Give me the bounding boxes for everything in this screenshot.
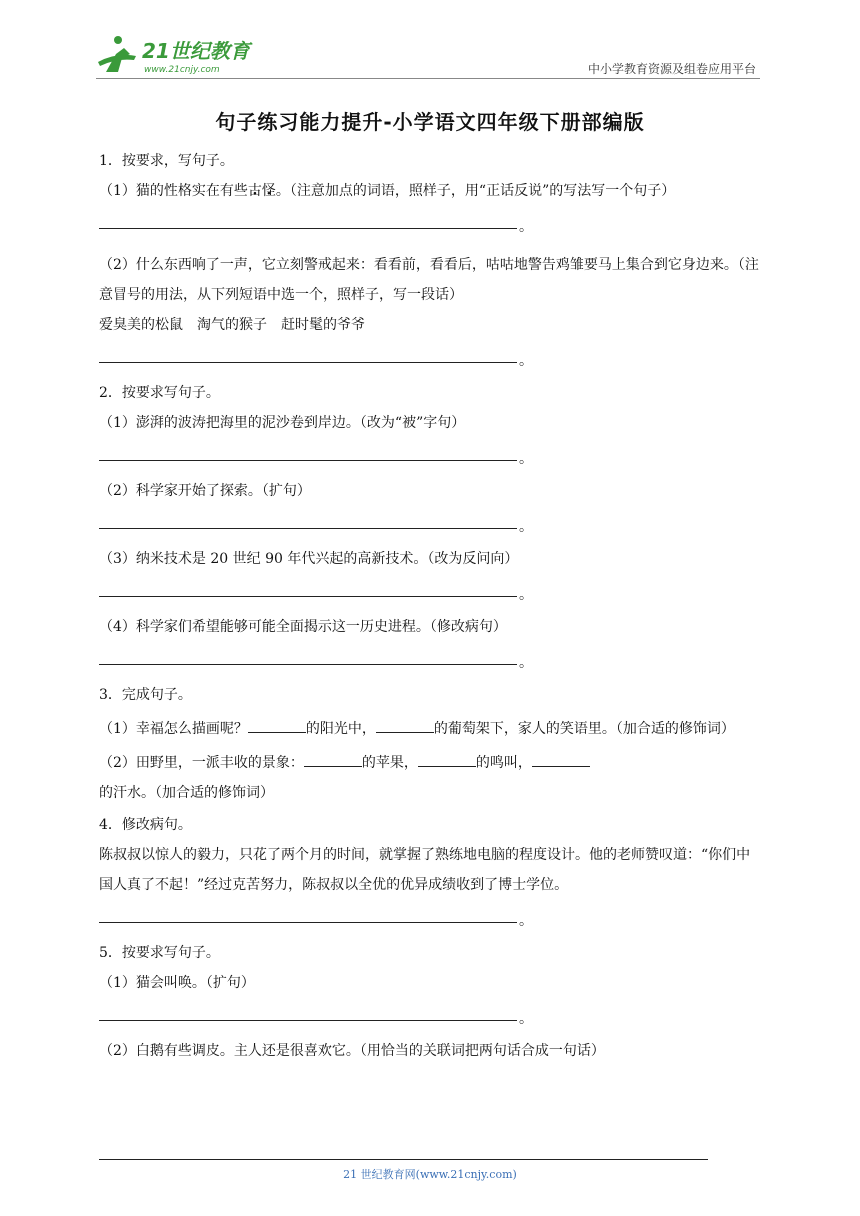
question-2-3: （3）纳米技术是 20 世纪 90 年代兴起的高新技术。（改为反问向）: [99, 551, 519, 567]
fill-blank[interactable]: [248, 718, 306, 733]
fill-blank[interactable]: [376, 718, 434, 733]
answer-line[interactable]: 。: [99, 578, 763, 612]
header-divider: [96, 78, 760, 79]
fill-blank[interactable]: [304, 752, 362, 767]
site-logo: [96, 32, 266, 78]
page-footer: 21 世纪教育网(www.21cnjy.com): [343, 1168, 517, 1181]
question-3-heading: 3．完成句子。: [99, 687, 192, 703]
fill-blank[interactable]: [418, 752, 476, 767]
worksheet-body: [99, 146, 763, 1066]
question-3-2: （2）田野里，一派丰收的景象： 的苹果， 的鸣叫，的汗水。（加合适的修饰词）: [99, 748, 763, 808]
answer-line[interactable]: 。: [99, 210, 763, 244]
phrase-choices: 爱臭美的松鼠 淘气的猴子 赶时髦的爷爷: [99, 317, 365, 333]
question-2-1: （1）澎湃的波涛把海里的泥沙卷到岸边。（改为“被”字句）: [99, 415, 466, 431]
question-4-heading: 4．修改病句。: [99, 817, 192, 833]
svg-text:21世纪教育: 21世纪教育: [142, 39, 250, 63]
question-2-4: （4）科学家们希望能够可能全面揭示这一历史进程。（修改病句）: [99, 619, 507, 635]
answer-line[interactable]: 。: [99, 1002, 763, 1036]
question-4-body: 陈叔叔以惊人的毅力，只花了两个月的时间，就掌握了熟练地电脑的程度设计。他的老师赞叹道：“你们中国人真了不起！”经过克苦努力，陈叔叔以全优的优异成绩收到了博士学位。: [99, 847, 751, 893]
footer-divider: [99, 1159, 708, 1160]
answer-line[interactable]: 。: [99, 646, 763, 680]
emphasis-dot-char: 怪 ·: [262, 183, 276, 199]
page-title: 句子练习能力提升-小学语文四年级下册部编版: [215, 110, 645, 134]
emphasis-dot-char: 古 ·: [248, 183, 262, 199]
fill-blank[interactable]: [532, 752, 590, 767]
answer-line[interactable]: 。: [99, 344, 763, 378]
answer-line[interactable]: 。: [99, 904, 763, 938]
answer-line[interactable]: 。: [99, 510, 763, 544]
question-2-2: （2）科学家开始了探索。（扩句）: [99, 483, 311, 499]
question-1-1: （1）猫的性格实在有些古 ·怪 ·。（注意加点的词语，照样子，用“正话反说”的写法写一个句子）: [99, 176, 763, 206]
page-header: [96, 32, 760, 80]
question-5-2: （2）白鹅有些调皮。主人还是很喜欢它。（用恰当的关联词把两句话合成一句话）: [99, 1043, 605, 1059]
answer-line[interactable]: 。: [99, 442, 763, 476]
platform-name: 中小学教育资源及组卷应用平台: [587, 62, 756, 76]
question-5-heading: 5．按要求写句子。: [99, 945, 220, 961]
question-2-heading: 2．按要求写句子。: [99, 385, 220, 401]
question-1-heading: 1．按要求，写句子。: [99, 153, 234, 169]
svg-text:www.21cnjy.com: www.21cnjy.com: [144, 65, 220, 75]
question-1-2: （2）什么东西响了一声，它立刻警戒起来：看看前，看看后，咕咕地警告鸡雏要马上集合到它身边来。（注意冒号的用法，从下列短语中选一个，照样子，写一段话）: [99, 257, 759, 303]
question-5-1: （1）猫会叫唤。（扩句）: [99, 975, 255, 991]
question-3-1: （1）幸福怎么描画呢？ 的阳光中， 的葡萄架下，家人的笑语里。（加合适的修饰词）: [99, 714, 763, 744]
